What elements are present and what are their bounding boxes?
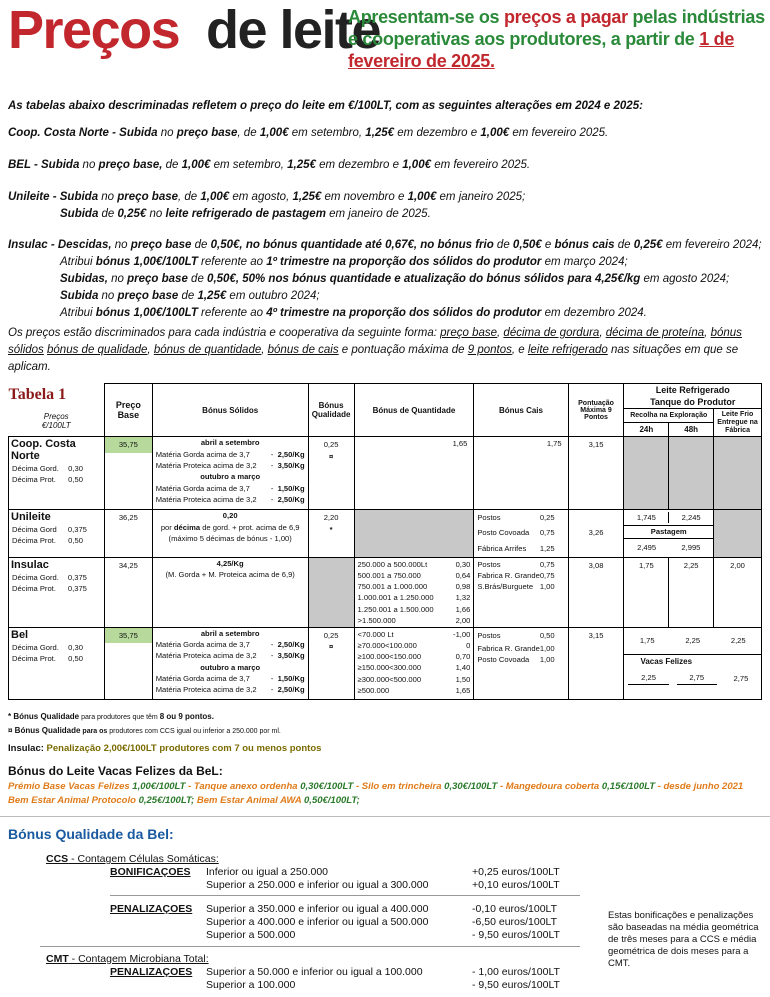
- quantity-tier: 1.000.001 a 1.250.000 1,32: [357, 593, 471, 603]
- base-price: 35,75: [105, 437, 152, 453]
- table-row-unileite: Unileite Décima Gord 0,375 Décima Prot. 0,50 36,25 0,20 por décima de gord. + prot. acima de 6,9 (máximo 5 décimas de bónus - 1,00) 2,20 * Postos 0,25 Posto Covoada 0,75 Fábrica Arrifes 1,25 3,26 1,745 2,245 Pastagem 2,495 2,995: [9, 510, 762, 558]
- page-title-part2: de leite: [206, 0, 381, 60]
- cmt-m1-label: Superior a 50.000 e inferior ou igual a 100.000: [206, 966, 423, 978]
- ccs-p3-label: Superior a 500.000: [206, 929, 296, 941]
- header-24h: 24h: [624, 423, 669, 437]
- bel-bonus-line1: Prémio Base Vacas Felizes 1,00€/100LT - Tanque anexo ordenha 0,30€/100LT - Silo em trincheira 0,30€/100LT - Mangedoura coberta 0,15€/100LT - desde junho 2021: [8, 781, 744, 792]
- quantity-tier: <70.000 Lt -1,00: [357, 629, 471, 639]
- ccs-b1-value: +0,25 euros/100LT: [472, 866, 560, 878]
- quality-note: Estas bonificações e penalizações são baseadas na média geométrica de três meses para a CCS e média geométrica de dois meses para a CMT.: [608, 910, 759, 969]
- ccs-p3-value: - 9,50 euros/100LT: [472, 929, 560, 941]
- prices-table: [8, 383, 762, 700]
- change-unileite: Unileite - Subida no preço base, de 1,00€ em agosto, 1,25€ em novembro e 1,00€ em janeiro 2025; Subida de 0,25€ no leite refrigerado de pastagem em janeiro de 2025.: [8, 191, 526, 220]
- header-unit: €/100LT: [41, 421, 71, 430]
- change-bel: BEL - Subida no preço base, de 1,00€ em setembro, 1,25€ em dezembro e 1,00€ em fevereiro 2025.: [8, 159, 531, 171]
- base-price: 35,75: [105, 628, 152, 644]
- ccs-b2-label: Superior a 250.000 e inferior ou igual a 300.000: [206, 879, 429, 891]
- ccs-penalizacoes-label: PENALIZAÇOES: [110, 903, 193, 915]
- ccs-p1-label: Superior a 350.000 e inferior ou igual a 400.000: [206, 903, 429, 915]
- header-pontuacao: Pontuação Máxima 9 Pontos: [568, 384, 624, 437]
- change-insulac: Insulac - Descidas, no preço base de 0,50€, no bónus quantidade até 0,67€, no bónus frio de 0,50€ e bónus cais de 0,25€ em fevereiro 2024; Atribui bónus 1,00€/100LT referente ao 1º trimestre na proporção dos sólidos do produtor em março 2024; Subidas, no preço base de 0,50€, 50% nos bónus quantidade e atualização do bónus sólidos para 4,25€/kg em agosto 2024; Subida no preço base de 1,25€ em outubro 2024; Atribui bónus 1,00€/100LT referente ao 4º trimestre na proporção dos sólidos do produtor em dezembro 2024.: [8, 239, 762, 319]
- header-precos: Preços: [43, 412, 69, 421]
- page-title-part1: Preços: [8, 0, 180, 60]
- quality-title: Bónus Qualidade da Bel:: [8, 826, 174, 842]
- quantity-tier: ≥70.000<100.000 0: [357, 640, 471, 650]
- note-qualidade-pontos: * Bónus Qualidade para produtores que têm 8 ou 9 pontos.: [8, 712, 214, 721]
- quantity-tier: 1.250.001 a 1.500.000 1,66: [357, 604, 471, 614]
- header-48h: 48h: [669, 423, 714, 437]
- header-frio: Leite Frio Entregue na Fábrica: [714, 409, 762, 437]
- table-row-insulac: Insulac Décima Gord. 0,375 Décima Prot. 0,375 34,25 4,25/Kg (M. Gorda + M. Proteica acima de 6,9) 250.000 a 500.000Lt 0,30 500.001 a 750.000 0,64 750.001 a 1.000.000 0,98 1.000.001 a 1.250.000 1,32 1.250.001 a 1.500.000 1,66 >1.500.000 2,00 Postos 0,75 Fabrica R. Grande 0,75 S.Brás/Burguete 1,00 3,08 1,75 2,25 2,00: [9, 557, 762, 627]
- ccs-heading: CCS - Contagem Células Somáticas:: [46, 853, 219, 865]
- table-label: Tabela 1: [8, 386, 67, 403]
- ccs-b2-value: +0,10 euros/100LT: [472, 879, 560, 891]
- bel-bonus-title: Bónus do Leite Vacas Felizes da BeL:: [8, 764, 223, 778]
- ccs-p1-value: -0,10 euros/100LT: [472, 903, 558, 915]
- quantity-tier: ≥100.000<150.000 0,70: [357, 652, 471, 662]
- table-row-bel: Bel Décima Gord. 0,30 Décima Prot. 0,50 35,75 abril a setembro Matéria Gorda acima de 3,7 - 2,50/Kg Matéria Proteica acima de 3,2 - 3,50/Kg outubro a março Matéria Gorda acima de 3,7 - 1,50/Kg Matéria Proteica acima de 3,2 - 2,50/Kg 0,25 ¤ <70.000 Lt -1,00 ≥70.000<100.000 0 ≥100.000<150.000 0,70 ≥150.000<300.000 1,40 ≥300.000<500.000 1,50 ≥500.000 1,65 Postos 0,50 Fabrica R. Grande 1,00 Posto Covoada 1,00 3,15 1,75 2,25 2,25 Vacas Felizes 2,25 2,75 2,75: [9, 627, 762, 699]
- header-base: Preço Base: [104, 384, 152, 437]
- quantity-tier: ≥500.000 1,65: [357, 685, 471, 695]
- quantity-tier: ≥300.000<500.000 1,50: [357, 674, 471, 684]
- note-insulac-penalty: Insulac: Penalização 2,00€/100LT produtores com 7 ou menos pontos: [8, 743, 322, 754]
- cmt-heading: CMT - Contagem Microbiana Total:: [46, 953, 209, 965]
- quantity-tier: 500.001 a 750.000 0,64: [357, 570, 471, 580]
- row-name: Bel: [11, 628, 29, 641]
- change-costa-norte: Coop. Costa Norte - Subida no preço base, de 1,00€ em setembro, 1,25€ em dezembro e 1,00€ em fevereiro 2025.: [8, 127, 609, 139]
- header-solidos: Bónus Sólidos: [152, 384, 308, 437]
- ccs-b1-label: Inferior ou igual a 250.000: [206, 866, 329, 878]
- header-qualidade: Bónus Qualidade: [308, 384, 354, 437]
- bel-bonus-line2: Bem Estar Animal Protocolo 0,25€/100LT; Bem Estar Animal AWA 0,50€/100LT;: [8, 795, 360, 806]
- ccs-bonificacoes-label: BONIFICAÇOES: [110, 866, 191, 878]
- cmt-m2-label: Superior a 100.000: [206, 979, 296, 991]
- intro-text: As tabelas abaixo descriminadas refletem o preço do leite em €/100LT, com as seguintes alterações em 2024 e 2025:: [8, 100, 643, 112]
- quantity-tier: ≥150.000<300.000 1,40: [357, 663, 471, 673]
- cmt-m1-value: - 1,00 euros/100LT: [472, 966, 560, 978]
- cmt-penalizacoes-label: PENALIZAÇOES: [110, 966, 193, 978]
- header-refrigerado: Leite Refrigerado Tanque do Produtor: [624, 384, 762, 409]
- ccs-p2-value: -6,50 euros/100LT: [472, 916, 558, 928]
- ccs-p2-label: Superior a 400.000 e inferior ou igual a 500.000: [206, 916, 429, 928]
- header-quantidade: Bónus de Quantidade: [354, 384, 474, 437]
- quantity-tier: 250.000 a 500.000Lt 0,30: [357, 559, 471, 569]
- quantity-tier: >1.500.000 2,00: [357, 615, 471, 625]
- header-cais: Bónus Cais: [474, 384, 568, 437]
- table-row-costa-norte: Coop. Costa Norte Décima Gord. 0,30 Décima Prot. 0,50 35,75 abril a setembro Matéria Gorda acima de 3,7 - 2,50/Kg Matéria Proteica acima de 3,2 - 3,50/Kg outubro a março Matéria Gorda acima de 3,7 - 1,50/Kg Matéria Proteica acima de 3,2 - 2,50/Kg 0,25 ¤ 1,65 1,75 3,15: [9, 437, 762, 510]
- summary-text: Os preços estão discriminados para cada indústria e cooperativa da seguinte forma: preço base, décima de gordura, décima de proteína, bónus sólidos bónus de qualidade, bónus de quantidade, bónus de cais e pontuação máxima de 9 pontos, e leite refrigerado nas situações em que se aplicam.: [8, 327, 742, 373]
- row-name: Insulac: [11, 558, 49, 571]
- quantity-tier: 750.001 a 1.000.000 0,98: [357, 582, 471, 592]
- header-recolha: Recolha na Exploração: [624, 409, 714, 423]
- page-subtitle: Apresentam-se os preços a pagar pelas indústrias e cooperativas aos produtores, a partir de 1 de fevereiro de 2025.: [348, 7, 765, 71]
- row-name: Coop. Costa Norte: [11, 438, 76, 462]
- row-name: Unileite: [11, 511, 51, 523]
- cmt-m2-value: - 9,50 euros/100LT: [472, 979, 560, 991]
- note-qualidade-ccs: ¤ Bónus Qualidade para os produtores com CCS igual ou inferior a 250.000 por ml.: [8, 726, 281, 735]
